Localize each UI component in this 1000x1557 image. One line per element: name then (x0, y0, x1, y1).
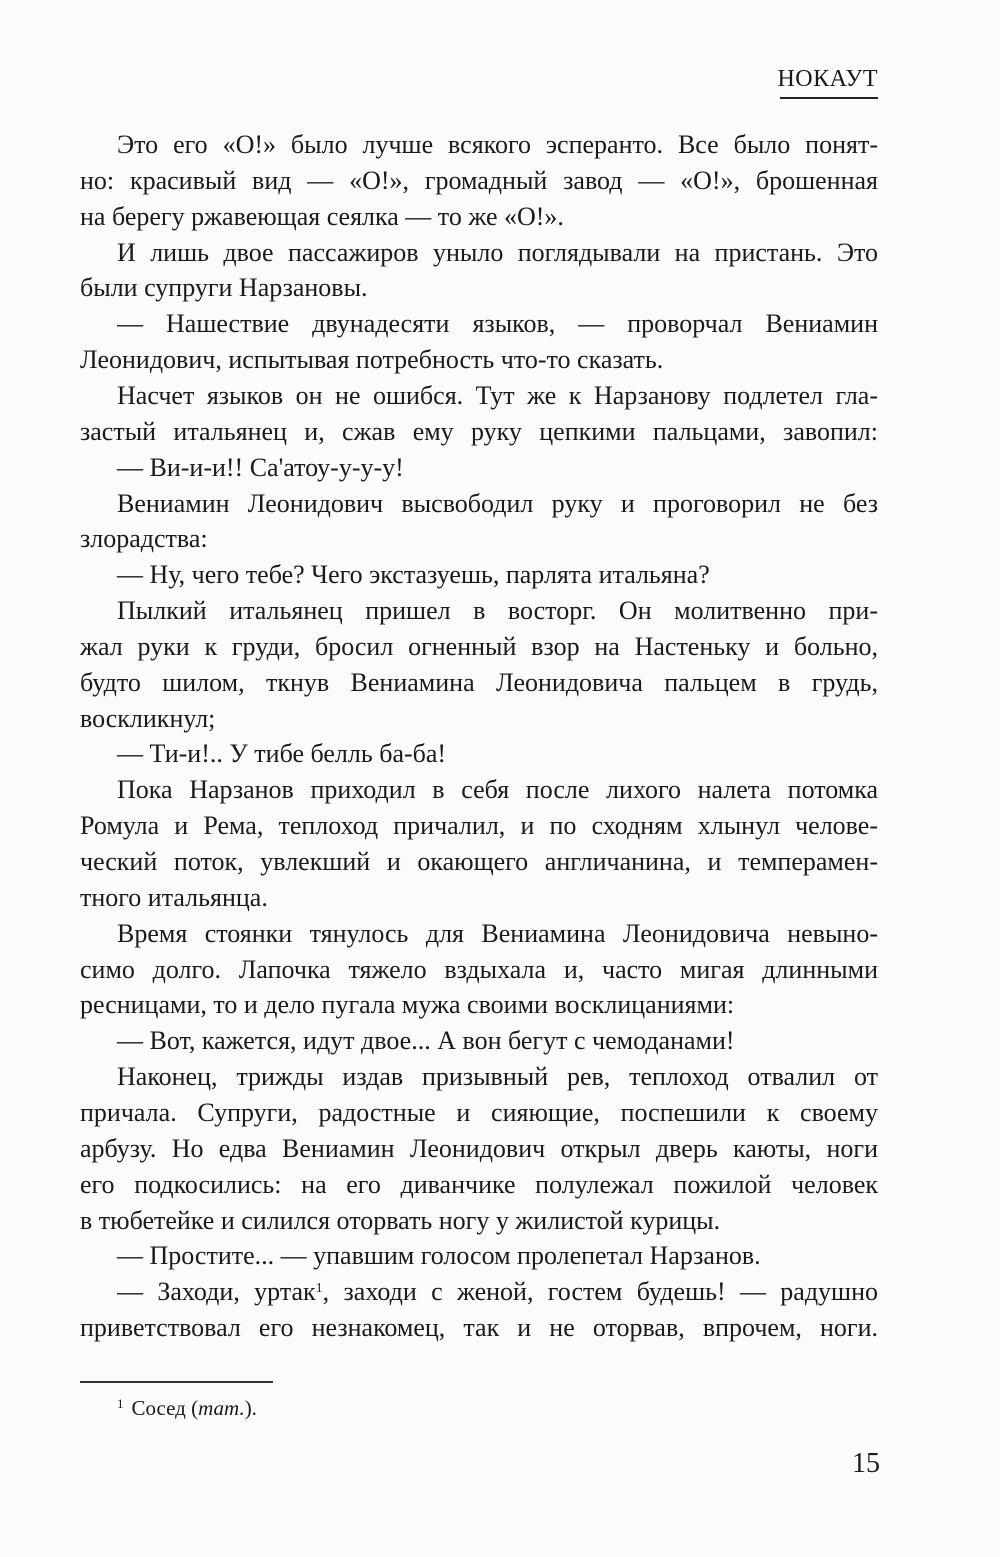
text-line: Пока Нарзанов приходил в себя после лихого налета потомка (117, 775, 878, 805)
text-line: ческий поток, увлекший и окающего англичанина, и темперамен- (80, 847, 878, 876)
text-line: злорадства: (80, 524, 208, 554)
text-line: Насчет языков он не ошибся. Тут же к Нарзанову подлетел гла- (117, 380, 878, 410)
line-part: , заходи с женой, гостем будешь! — радушно (322, 1277, 878, 1307)
page-number: 15 (852, 1448, 880, 1479)
text-line: Вениамин Леонидович высвободил руку и проговорил не без (117, 488, 878, 518)
header-rule (780, 97, 878, 99)
text-line: Пылкий итальянец пришел в восторг. Он молитвенно при- (117, 596, 878, 626)
text-line: — Простите... — упавшим голосом пролепетал Нарзанов. (117, 1241, 761, 1271)
text-line: на берегу ржавеющая сеялка — то же «О!». (80, 201, 564, 231)
text-line: его подкосились: на его диванчике полулежал пожилой человек (80, 1169, 878, 1199)
text-line: Это его «О!» было лучше всякого эсперанто. Все было понят- (117, 130, 878, 159)
footnote-mark: 1 (117, 1396, 124, 1411)
text-line: Время стоянки тянулось для Вениамина Леонидовича невыно- (117, 918, 878, 948)
text-line: ресницами, то и дело пугала мужа своими восклицаниями: (80, 990, 735, 1020)
footnote-rule (80, 1381, 273, 1383)
line-part: — Заходи, уртак (117, 1277, 316, 1307)
text-line: воскликнул; (80, 703, 216, 733)
text-line: тного итальянца. (80, 882, 268, 912)
text-line: в тюбетейке и силился оторвать ногу у жилистой курицы. (80, 1205, 721, 1235)
footnote-abbrev: тат. (198, 1396, 245, 1420)
text-line: были супруги Нарзановы. (80, 273, 368, 303)
text-line: но: красивый вид — «О!», громадный завод — «О!», брошенная (80, 165, 878, 195)
text-line: будто шилом, ткнув Вениамина Леонидовича пальцем в грудь, (80, 667, 878, 697)
text-line: — Ти-и!.. У тибе белль ба-ба! (117, 739, 447, 769)
footnote-reference[interactable]: 1 (315, 1281, 323, 1297)
text-line: Леонидович, испытывая потребность что-то сказать. (80, 345, 664, 375)
text-line: Наконец, трижды издав призывный рев, теплоход отвалил от (117, 1062, 878, 1092)
text-line: — Ви-и-и!! Са'атоу-у-у-у! (117, 452, 404, 482)
text-line: арбузу. Но едва Вениамин Леонидович открыл дверь каюты, ноги (80, 1133, 878, 1163)
text-line-footnoted (117, 1276, 878, 1308)
text-line: жал руки к груди, бросил огненный взор на Настеньку и больно, (80, 631, 878, 661)
text-line: приветствовал его незнакомец, так и не оторвав, впрочем, ноги. (80, 1313, 878, 1343)
text-line: причала. Супруги, радостные и сияющие, поспешили к своему (80, 1097, 878, 1127)
text-line: симо долго. Лапочка тяжело вздыхала и, часто мигая длинными (80, 954, 878, 984)
running-title: НОКАУТ (777, 66, 878, 92)
text-line: Ромула и Рема, теплоход причалил, и по сходням хлынул челове- (80, 811, 878, 841)
footnote (117, 1396, 257, 1421)
text-line: — Нашествие двунадесяти языков, — проворчал Вениамин (117, 309, 878, 339)
text-line: — Ну, чего тебе? Чего экстазуешь, парлята итальяна? (117, 560, 710, 590)
text-line: — Вот, кажется, идут двое... А вон бегут с чемоданами! (117, 1026, 735, 1056)
footnote-text: Сосед ( (131, 1396, 199, 1420)
footnote-end: ). (244, 1396, 257, 1420)
text-line: И лишь двое пассажиров уныло поглядывали на пристань. Это (117, 237, 878, 267)
text-line: застый итальянец и, сжав ему руку цепкими пальцами, завопил: (80, 416, 878, 446)
